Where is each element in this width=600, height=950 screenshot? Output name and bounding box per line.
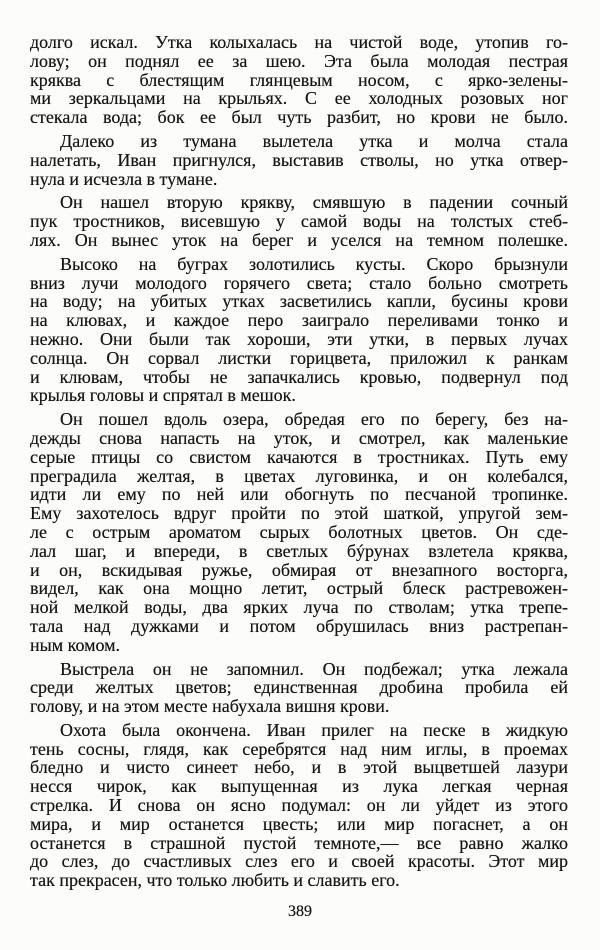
text-line: серые птицы со свистом качаются в тростниках. Путь ему — [30, 446, 568, 467]
text-line: так прекрасен, что только любить и славить его. — [30, 870, 400, 891]
text-line: Высоко на буграх золотились кусты. Скоро брызнули — [60, 253, 568, 274]
text-line: лях. Он вынес уток на берег и уселся на темном полешке. — [30, 229, 568, 250]
text-line: дежды снова напасть на уток, и смотрел, как маленькие — [30, 427, 568, 448]
text-line: ми зеркальцами на крыльях. С ее холодных розовых ног — [30, 88, 568, 109]
book-text-body — [30, 33, 568, 890]
paragraph — [30, 193, 568, 249]
text-line: налетать, Иван пригнулся, выставив стволы, но утка отвер- — [30, 149, 568, 170]
text-line: на клювах, и каждое перо заиграло переливами тонко и — [30, 310, 568, 331]
text-line: бледно и чисто синеет небо, и в этой выцветшей лазури — [30, 757, 568, 778]
text-line: Охота была окончена. Иван прилег на песке в жидкую — [60, 719, 568, 740]
paragraph — [30, 33, 568, 127]
text-line: Далеко из тумана вылетела утка и молча стала — [60, 130, 568, 151]
text-line: голову, и на этом месте набухала вишня крови. — [30, 696, 390, 717]
text-line: до слез, до счастливых слез его и своей красоты. Этот мир — [30, 851, 568, 872]
text-line: Он пошел вдоль озера, обредая его по берегу, без на- — [60, 409, 568, 430]
text-line: крылья головы и спрятал в мешок. — [30, 385, 296, 406]
text-line: вниз лучи молодого горячего света; стало больно смотреть — [30, 272, 568, 293]
text-line: лал шаг, и впереди, в светлых бýрунах взлетела кряква, — [30, 540, 568, 561]
text-line: ле с острым ароматом сырых болотных цветов. Он сде- — [30, 521, 568, 542]
text-line: несся чирок, как выпущенная из лука легкая черная — [30, 776, 568, 797]
text-line: солнца. Он сорвал листки горицвета, приложил к ранкам — [30, 347, 568, 368]
text-line: останется в страшной пустой темноте,— все равно жалко — [30, 832, 568, 853]
text-line: нула и исчезла в тумане. — [30, 168, 218, 189]
text-line: Он нашел вторую крякву, смявшую в падении сочный — [60, 192, 568, 213]
text-line: и он, вскидывая ружье, обмирая от внезапного восторга, — [30, 559, 568, 580]
paragraph — [30, 255, 568, 405]
text-line: стрелка. И снова он ясно подумал: он ли уйдет из этого — [30, 795, 568, 816]
text-line: долго искал. Утка колыхалась на чистой воде, утопив го- — [30, 32, 568, 52]
text-line: тала над дужками и потом обрушилась вниз растрепан- — [30, 615, 568, 636]
text-line: кряква с блестящим глянцевым носом, с ярко-зелены- — [30, 69, 568, 90]
text-line: пук тростников, висевшую у самой воды на толстых стеб- — [30, 211, 568, 232]
text-line: Выстрела он не запомнил. Он подбежал; утка лежала — [60, 658, 568, 679]
text-line: и клювам, чтобы не запачкались кровью, подвернул под — [30, 366, 568, 387]
paragraph — [30, 660, 568, 716]
text-line: мира, и мир останется цвесть; или мир погаснет, а он — [30, 813, 568, 834]
text-line: видел, как она мощно летит, острый блеск растревожен- — [30, 578, 568, 599]
text-line: на воду; на убитых утках засветились капли, бусины крови — [30, 291, 568, 312]
paragraph — [30, 132, 568, 188]
text-line: Ему захотелось вдруг пройти по этой шаткой, упругой зем- — [30, 503, 568, 524]
text-line: лову; он поднял ее за шею. Эта была молодая пестрая — [30, 50, 568, 71]
text-line: идти ли ему по ней или обогнуть по песчаной тропинке. — [30, 484, 568, 505]
text-line: среди желтых цветов; единственная дробина пробила ей — [30, 677, 568, 698]
text-line: преградила желтая, в цветах луговинка, и он колебался, — [30, 465, 568, 486]
text-line: ным комом. — [30, 634, 121, 655]
paragraph — [30, 410, 568, 654]
text-line: стекала вода; бок ее был чуть разбит, но крови не было. — [30, 107, 568, 128]
text-line: ной мелкой воды, два ярких луча по стволам; утка трепе- — [30, 597, 568, 618]
text-line: тень сосны, глядя, как серебрятся над ним иглы, в проемах — [30, 738, 568, 759]
text-line: нежно. Они были так хороши, эти утки, в первых лучах — [30, 328, 568, 349]
page-number: 389 — [288, 903, 312, 920]
paragraph — [30, 721, 568, 890]
